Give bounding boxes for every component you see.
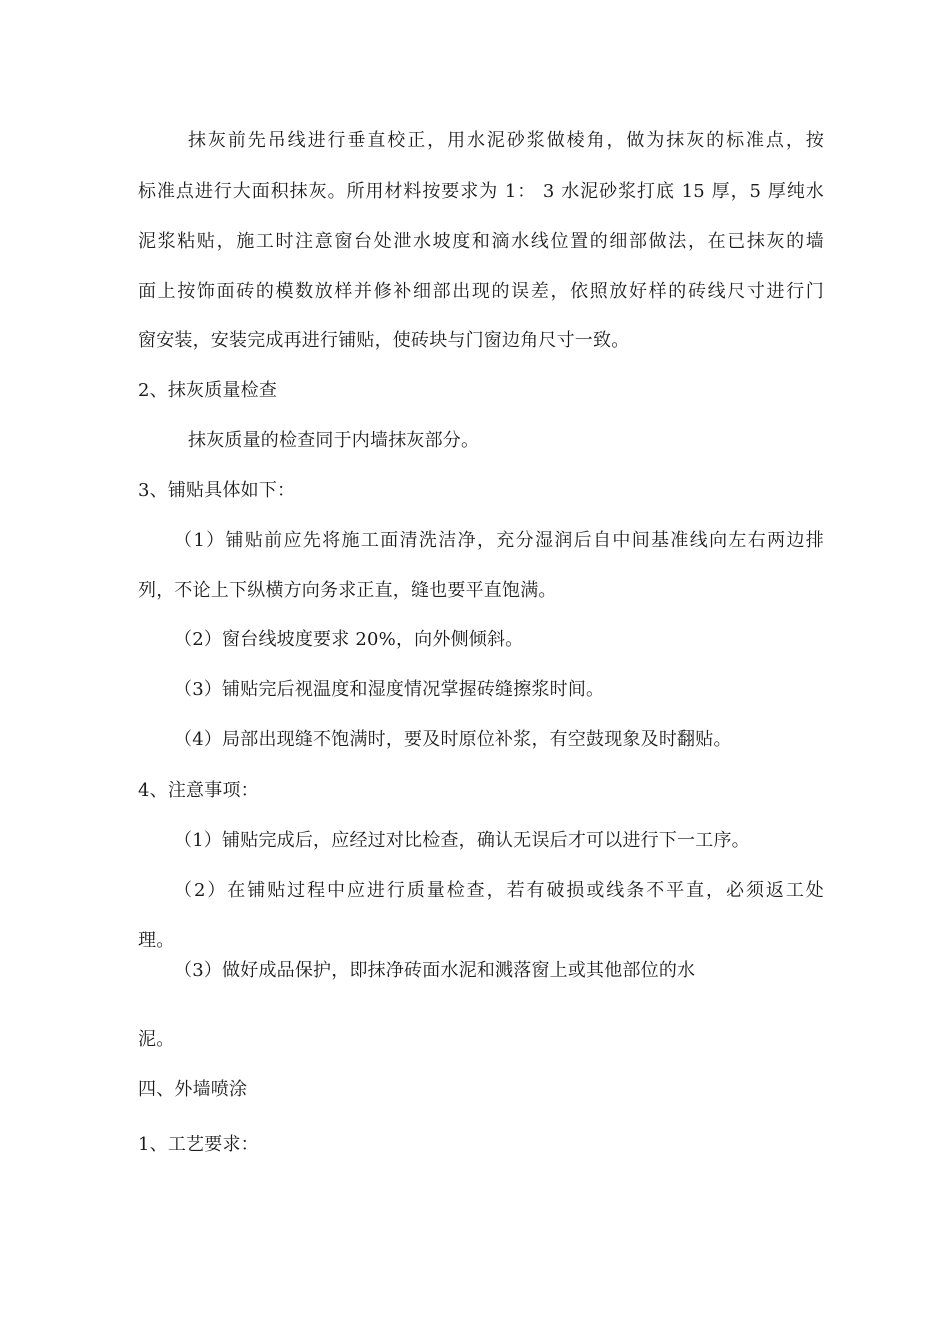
- paragraph-line: 标准点进行大面积抹灰。所用材料按要求为 1： 3 水泥砂浆打底 15 厚，5 厚纯水: [138, 181, 824, 202]
- list-item: （2）窗台线坡度要求 20%，向外侧倾斜。: [174, 629, 524, 650]
- paragraph-line: 抹灰前先吊线进行垂直校正，用水泥砂浆做棱角，做为抹灰的标准点，按: [188, 130, 824, 151]
- paragraph-line: 抹灰质量的检查同于内墙抹灰部分。: [188, 430, 480, 451]
- section-heading: 3、铺贴具体如下：: [138, 480, 296, 501]
- section-heading: 4、注意事项：: [138, 780, 259, 801]
- paragraph-line: 泥浆粘贴，施工时注意窗台处泄水坡度和滴水线位置的细部做法，在已抹灰的墙: [138, 231, 824, 252]
- list-item: （4）局部出现缝不饱满时，要及时原位补浆，有空鼓现象及时翻贴。: [174, 729, 732, 750]
- list-item-line: 理。: [138, 930, 175, 951]
- list-item-line: （2）在铺贴过程中应进行质量检查，若有破损或线条不平直，必须返工处: [174, 880, 824, 901]
- paragraph-line: 窗安装，安装完成再进行铺贴，使砖块与门窗边角尺寸一致。: [138, 330, 630, 351]
- list-item-line: （1）铺贴前应先将施工面清洗洁净，充分湿润后自中间基准线向左右两边排: [174, 530, 824, 551]
- section-heading: 2、抹灰质量检查: [138, 380, 278, 401]
- list-item-line: （3）做好成品保护，即抹净砖面水泥和溅落窗上或其他部位的水: [174, 960, 696, 981]
- section-heading: 1、工艺要求：: [138, 1134, 259, 1155]
- section-heading: 四、外墙喷涂: [138, 1079, 248, 1100]
- list-item-line: 泥。: [138, 1029, 175, 1050]
- list-item-line: 列，不论上下纵横方向务求正直，缝也要平直饱满。: [138, 580, 557, 601]
- list-item: （1）铺贴完成后，应经过对比检查，确认无误后才可以进行下一工序。: [174, 830, 750, 851]
- paragraph-line: 面上按饰面砖的模数放样并修补细部出现的误差，依照放好样的砖线尺寸进行门: [138, 281, 824, 302]
- list-item: （3）铺贴完后视温度和湿度情况掌握砖缝擦浆时间。: [174, 679, 605, 700]
